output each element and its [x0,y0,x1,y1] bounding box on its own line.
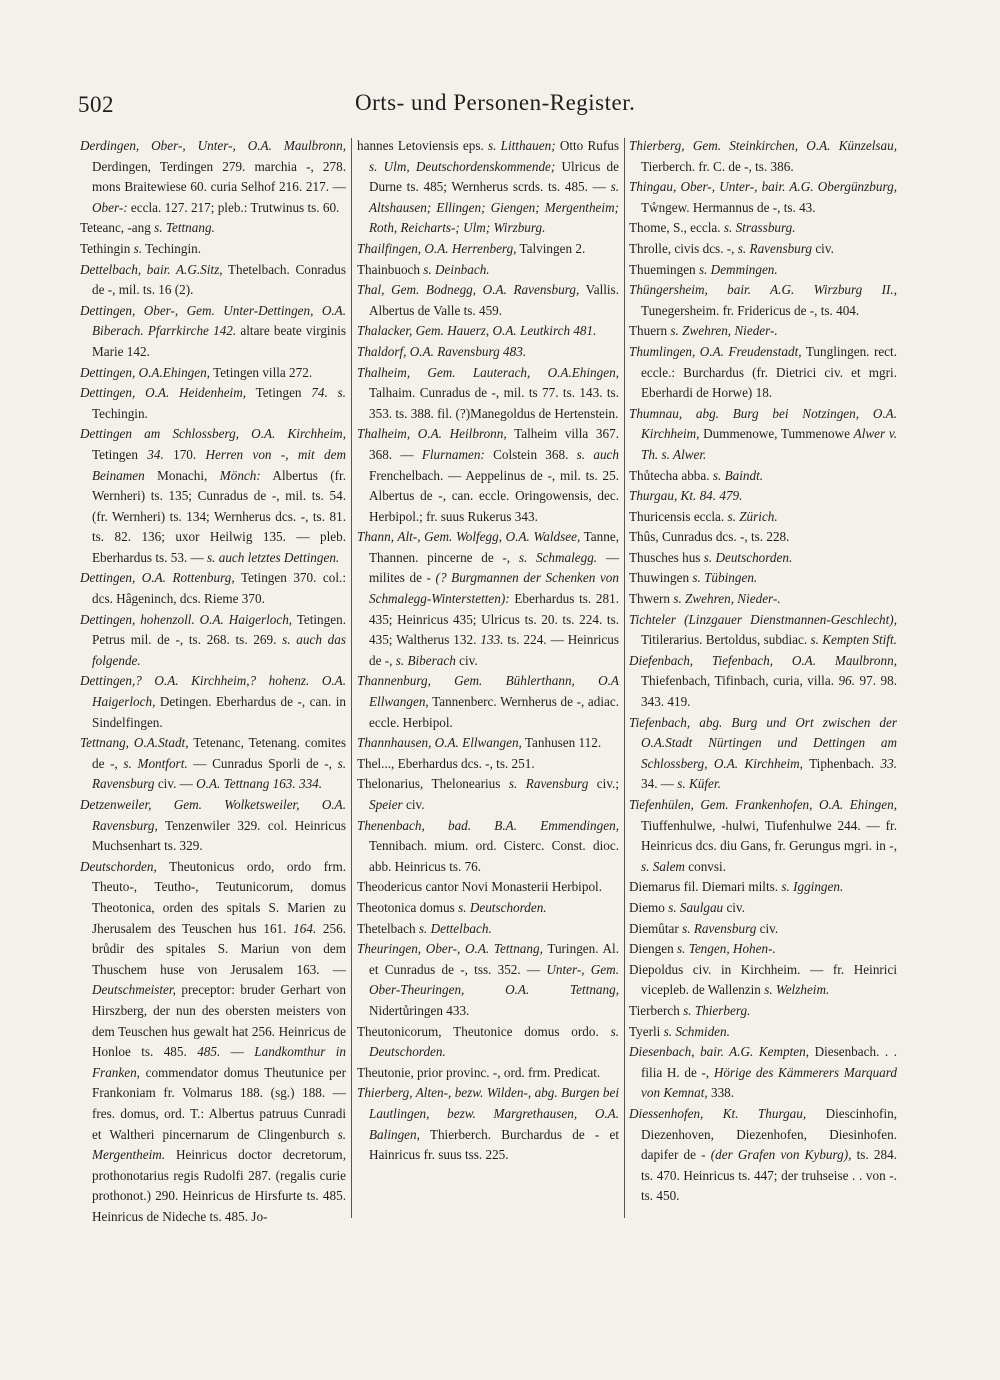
register-entry [357,939,619,1021]
entry-text: Dettingen,? O.A. Kirchheim,? hohenz. O.A. Haigerloch, [80,673,346,710]
entry-text: 338. [707,1085,735,1101]
register-entry [629,1104,897,1207]
entry-text: Tierberch. fr. C. de -, ts. 386. [641,158,794,174]
entry-text: Otto Rufus [555,138,620,153]
register-entry [629,280,897,321]
entry-text: Tyerli [629,1023,664,1039]
entry-text: s. Schmiden. [663,1023,730,1039]
entry-text: Ulricus de Durne ts. 485; Wernherus scrds. ts. 485. — [369,158,619,195]
entry-text: Diessenhofen, Kt. Thurgau, [629,1105,807,1121]
entry-text: Colstein 368. [484,446,577,462]
entry-text: Unter-, Gem. Ober-Theuringen, O.A. Tettnang, [369,961,619,998]
entry-text: Tanne, Thannen. pincerne de -, [369,529,619,565]
entry-text: civ. — [154,776,197,792]
entry-text: s. Zürich. [727,508,778,524]
entry-text: Thailfingen, O.A. Herrenberg, [357,240,517,256]
entry-text: Eberhardus ts. 281. 435; Heinricus 435; Ulricus ts. 20. ts. 224. ts. 435; Waltherus 132. [369,591,619,648]
entry-text: 485. [197,1044,221,1060]
register-entry [80,260,346,301]
entry-text: Dettingen am Schlossberg, O.A. Kirchheim, [80,426,346,442]
register-entry [80,363,346,384]
entry-text: 97. 98. 343. 419. [641,673,897,710]
register-entry [357,774,619,815]
entry-text: Derdingen, Terdingen 279. marchia -, 278. mons Braitewiese 60. curia Selhof 216. 217. — [92,158,346,195]
register-entry [629,527,897,548]
entry-text: Thome, S., eccla. [629,220,724,236]
entry-text: Thierberg, Gem. Steinkirchen, O.A. Künzelsau, [629,138,897,153]
register-column-3 [629,136,897,1207]
register-entry [80,136,346,218]
entry-text: 34. — [641,776,678,792]
register-column-1 [80,136,346,1227]
entry-text: Diemûtar [629,920,683,936]
register-entry [629,919,897,940]
register-entry [629,177,897,218]
entry-text: Monachi, [144,467,220,483]
entry-text: Derdingen, Ober-, Unter-, O.A. Maulbronn, [80,138,346,153]
entry-text: Dettingen, hohenzoll. O.A. Haigerloch, [80,611,293,627]
register-entry [357,816,619,878]
entry-text: Albertus (fr. Wernheri) ts. 135; Cunradus de -, mil. ts. 54. (fr. Wernheri) ts. 134; Wernherus dcs. -, ts. 81. ts. 82. 136; uxor Heilwig 135. — pleb. Eberhardus ts. 53. — [92,467,346,565]
entry-text: s. Litthauen; [487,138,556,153]
register-entry [629,260,897,281]
register-entry [357,342,619,363]
entry-text: Theotonica domus [357,899,459,915]
entry-text: Heinricus doctor decretorum, prothonotarius regis Rudolfi 287. (regalis curie prothonot.) 290. Heinricus de Hirsfurte ts. 485. Heinricus de Nideche ts. 485. Jo- [92,1147,346,1224]
entry-text: Dettingen, O.A. Rottenburg, [80,570,235,586]
entry-text: Detzenweiler, Gem. Wolketsweiler, O.A. Ravensburg, [80,797,346,833]
entry-text: s. Ulm, Deutschordenskommende; [369,158,556,174]
entry-text: 170. [163,446,206,462]
entry-text: Tetenanc, Tetenang. comites de -, [92,735,346,771]
register-entry [80,795,346,857]
entry-text: (der Grafen von Kyburg), [710,1147,852,1163]
entry-text: 34. [147,446,164,462]
entry-text: s. auch das folgende. [92,632,346,668]
register-entry [357,260,619,281]
entry-text: eccla. 127. 217; pleb.: Trutwinus ts. 60. [127,199,340,215]
entry-text: Teteanc, -ang [80,220,155,236]
entry-text: s. Biberach [395,652,456,668]
entry-text: Speier [369,797,403,812]
entry-text: s. Tettnang. [154,220,215,236]
entry-text: civ. [455,652,478,668]
entry-text: Talheim villa 367. 368. — [369,426,619,462]
entry-text: Nidertůringen 433. [369,1002,470,1018]
entry-text: Diemarus fil. Diemari milts. [629,879,782,895]
entry-text: Thenenbach, bad. B.A. Emmendingen, [357,817,619,833]
entry-text: Techingin. [142,240,201,256]
entry-text: s. Ravensburg [92,755,346,792]
entry-text: Thetelbach [357,920,419,936]
entry-text: s. auch letztes Dettingen. [207,549,340,565]
entry-text: altare beate virginis Marie 142. [92,323,346,359]
entry-text: Thaldorf, O.A. Ravensburg 483. [357,343,527,359]
register-entry [629,960,897,1001]
register-entry [357,1022,619,1063]
entry-text: Dettingen, O.A. Heidenheim, [80,385,247,401]
entry-text: (? Burgmannen der Schenken von Schmalegg-Winterstetten): [369,570,619,607]
entry-text: s. Thierberg. [683,1002,751,1018]
entry-text: civ.; [588,776,620,792]
entry-text: — [220,1044,255,1060]
entry-text: Frenchelbach. — Aeppelinus de -, mil. ts. 25. Albertus de -, can. eccle. Oringowensis, dec. Herbipol.; fr. suus Rukerus 343. [369,467,619,524]
register-entry [80,610,346,672]
entry-text: Thiefenbach, Tifinbach, curia, villa. [641,673,839,689]
entry-text: Thuemingen [629,261,699,277]
entry-text: s. Ravensburg [737,240,813,256]
entry-text: s. Baindt. [712,467,764,483]
entry-text: Thurgau, Kt. 84. 479. [629,488,743,504]
entry-text: Hörige des Kämmerers Marquard von Kemnat, [641,1064,897,1101]
entry-text: s. Altshausen; Ellingen; Giengen; Mergentheim; Roth, Reicharts-; Ulm; Wirzburg. [369,179,619,236]
entry-text: s. Tübingen. [692,570,758,586]
register-entry [629,466,897,487]
entry-text: Tichteler (Linzgauer Dienstmannen-Geschlecht), [629,611,897,627]
register-entry [357,136,619,239]
entry-text: Mönch: [219,467,261,483]
entry-text: Diesenbach, bair. A.G. Kempten, [629,1044,810,1060]
entry-text: Talhaim. Cunradus de -, mil. ts 77. ts. 143. ts. 353. ts. 388. fil. (?)Manegoldus de Hertenstein. [369,385,619,421]
entry-text: s. Saulgau [668,899,724,915]
entry-text: s. Deutschorden. [703,549,793,565]
register-entry [629,321,897,342]
entry-text: Thumlingen, O.A. Freudenstadt, [629,343,802,359]
register-entry [357,1083,619,1165]
entry-text: Tiuffenhulwe, -hulwi, Tiufenhulwe 244. — fr. Heinricus dcs. diu Gans, fr. Gerungus mgri. in -, [641,817,897,854]
entry-text: s. Deutschorden. [369,1023,619,1060]
register-entry [357,1063,619,1084]
entry-text: Tiefenhülen, Gem. Frankenhofen, O.A. Ehingen, [629,797,897,812]
register-entry [629,713,897,795]
entry-text: s. Schmalegg. [518,549,598,565]
entry-text: Ober-: [92,199,128,215]
entry-text: 164. [293,920,317,936]
entry-text: Tetingen 370. col.: dcs. Hâgeninch, dcs. Rieme 370. [92,570,346,607]
entry-text: ts. 224. — Heinricus de -, [369,632,620,668]
register-entry [629,898,897,919]
entry-text: s. Kempten Stift. [810,632,897,648]
entry-text: Thalacker, Gem. Hauerz, O.A. Leutkirch 481. [357,323,597,339]
register-entry [629,795,897,877]
register-entry [80,383,346,424]
register-entry [80,857,346,1228]
entry-text: commendator domus Theutunice per Frankoniam fr. Volmarus 188. (sg.) 188. — fres. domus, ord. T.: Albertus patruus Cunradi et Waltheri pincernarum de Clingenburch [92,1064,346,1142]
entry-text: Titilerarius. Bertoldus, subdiac. [641,632,811,648]
column-rule [351,138,352,1218]
entry-text: Tiefenbach, abg. Burg und Ort zwischen der O.A.Stadt Nürtingen und Dettingen am Schlossberg, O.A. Kirchheim, [629,714,897,771]
entry-text: s. Deinbach. [423,261,490,277]
register-entry [629,1042,897,1104]
entry-text: Thuwingen [629,570,693,586]
register-entry [357,877,619,898]
entry-text: Vallis. Albertus de Valle ts. 459. [369,282,619,318]
entry-text: — milites de - [369,549,620,586]
entry-text: Techingin. [92,405,148,421]
entry-text: s. Salem [641,858,685,874]
entry-text: Tanhusen 112. [521,735,602,751]
entry-text: Thierberch. Burchardus de - et Hainricus fr. suus tss. 225. [369,1126,619,1163]
entry-text: convsi. [684,858,726,874]
entry-text: — Cunradus Sporli de -, [187,755,338,771]
register-entry [357,280,619,321]
entry-text: s. auch [576,446,619,462]
entry-text: civ. [756,920,779,936]
entry-text: s. Zwehren, Nieder-. [673,591,781,607]
entry-text: Tetingen [246,385,312,401]
entry-text: 133. [480,632,504,648]
register-column-2 [357,136,619,1166]
column-rule [624,138,625,1218]
entry-text: s. Küfer. [677,776,721,792]
entry-text: Tetingen [92,446,148,462]
register-entry [357,363,619,425]
entry-text: Thalheim, O.A. Heilbronn, [357,426,507,442]
register-entry [629,548,897,569]
entry-text: Diesenbach. . . filia H. de -, [641,1044,898,1080]
register-entry [80,239,346,260]
entry-text: Dummenowe, Tummenowe [699,426,854,442]
entry-text: s. Ravensburg [682,920,757,936]
entry-text: s. Tengen, Hohen-. [676,941,776,957]
register-entry [80,424,346,568]
entry-text: Herren von -, mit dem Beinamen [92,446,347,483]
entry-text: 96. [838,673,855,689]
entry-text: s. Montfort. [123,755,188,771]
entry-text: Thuricensis eccla. [629,508,728,524]
register-entry [357,527,619,671]
register-entry [629,877,897,898]
entry-text: Diefenbach, Tiefenbach, O.A. Maulbronn, [629,652,897,668]
entry-text: Thetelbach. Conradus de -, mil. ts. 16 (2). [92,261,346,298]
entry-text: Detingen. Eberhardus de -, can. in Sindelfingen. [92,694,346,730]
entry-text: Dettelbach, bair. A.G.Sitz, [80,261,223,277]
entry-text: Turingen. Al. et Cunradus de -, tss. 352. — [369,941,619,977]
entry-text: Tetingen villa 272. [210,364,313,380]
entry-text: Theodericus cantor Novi Monasterii Herbipol. [357,879,602,895]
entry-text: s. Dettelbach. [418,920,492,936]
register-entry [629,1022,897,1043]
entry-text: O.A. Tettnang 163. 334. [196,776,323,792]
entry-text: Talvingen 2. [516,240,586,256]
entry-text: 33. [880,755,897,771]
entry-text: Thann, Alt-, Gem. Wolfegg, O.A. Waldsee, [357,529,581,545]
entry-text: s. Zwehren, Nieder-. [670,323,778,339]
register-entry [629,589,897,610]
register-entry [629,507,897,528]
entry-text: Tettnang, O.A.Stadt, [80,735,189,751]
register-entry [629,342,897,404]
entry-text: s. Iggingen. [781,879,844,895]
entry-text: Thainbuoch [357,261,424,277]
entry-text: s. [133,240,143,256]
register-entry [629,404,897,466]
entry-text: Thel..., Eberhardus dcs. -, ts. 251. [357,755,535,771]
entry-text: civ. [723,899,746,915]
entry-text: Deutschmeister, [92,982,176,998]
entry-text: s. Mergentheim. [92,1126,346,1163]
register-entry [80,733,346,795]
entry-text: Diescinhofin, Diezenhoven, Diezenhofen, Diesinhofen. dapifer de - [641,1105,897,1163]
entry-text: Landkomthur in Franken, [92,1044,347,1080]
register-entry [80,671,346,733]
entry-text: s. Deutschorden. [458,899,547,915]
entry-text: Throlle, civis dcs. -, [629,240,738,256]
entry-text: s. Demmingen. [698,261,778,277]
register-entry [80,218,346,239]
register-entry [357,424,619,527]
register-entry [629,486,897,507]
entry-text: Thwern [629,591,674,607]
entry-text: Theutonicus ordo, ordo frm. Theuto-, Teutho-, Teutunicorum, domus Theotonica, orden des spitals S. Marien zu Jherusalem des Teuschen hus 161. [92,858,346,936]
entry-text: s. Welzheim. [764,982,830,998]
entry-text: Thüngersheim, bair. A.G. Wirzburg II., [629,282,897,298]
entry-text: Diemo [629,899,669,915]
entry-text: Deutschorden, [80,858,157,874]
entry-text: Tierberch [629,1002,684,1018]
entry-text: Thusches hus [629,549,704,565]
entry-text: s. Strassburg. [723,220,796,236]
entry-text: civ. [402,797,425,812]
entry-text: 74. s. [311,385,346,401]
entry-text: Tẘngew. Hermannus de -, ts. 43. [641,199,816,215]
entry-text: Tunglingen. rect. eccle.: Burchardus (fr. Dietrici civ. et mgri. Eberhardi de Horwe) 18. [641,343,897,401]
entry-text: Thal, Gem. Bodnegg, O.A. Ravensburg, [357,282,580,298]
register-entry [629,610,897,651]
register-entry [357,239,619,260]
register-entry [629,239,897,260]
entry-text: Thûs, Cunradus dcs. -, ts. 228. [629,529,790,545]
entry-text: preceptor: bruder Gerhart von Hirszberg, der nun des obersten meisters von dem Teuschen hus gewalt hat 256. Heinricus de Honloe ts. 485. [92,982,346,1060]
entry-text: Tannenberc. Wernherus de -, adiac. eccle. Herbipol. [369,694,619,730]
entry-text: Alwer v. Th. s. Alwer. [641,426,897,462]
register-entry [629,568,897,589]
entry-text: Thuern [629,323,671,339]
register-entry [357,671,619,733]
entry-text: Dettingen, O.A.Ehingen, [80,364,211,380]
register-entry [357,754,619,775]
register-entry [357,898,619,919]
register-entry [629,651,897,713]
entry-text: Diengen [629,941,677,957]
entry-text: Flurnamen: [421,446,485,462]
entry-text: Thůtecha abba. [629,467,713,483]
entry-text: Thannenburg, Gem. Bühlerthann, O.A Ellwangen, [357,673,619,710]
entry-text: Thingau, Ober-, Unter-, bair. A.G. Obergünzburg, [629,179,897,195]
entry-text: Thumnau, abg. Burg bei Notzingen, O.A. Kirchheim, [629,405,897,442]
entry-text: Tunegersheim. fr. Fridericus de -, ts. 404. [641,302,860,318]
entry-text: s. Ravensburg [508,776,589,792]
register-entry [629,1001,897,1022]
entry-text: Thierberg, Alten-, bezw. Wilden-, abg. Burgen bei Lautlingen, bezw. Margrethausen, O.A. Balingen, [357,1085,619,1142]
entry-text: 256. brůdir des spitales S. Mariun von dem Thuschem huse von Jerusalem 163. — [92,920,347,977]
entry-text: Theutonie, prior provinc. -, ord. frm. Predicat. [357,1064,601,1080]
register-entry [357,733,619,754]
register-entry [629,136,897,177]
entry-text: Tetingen. Petrus mil. de -, ts. 268. ts. 269. [92,611,346,648]
entry-text: ts. 284. ts. 470. Heinricus ts. 447; der truhseise . . von -. ts. 450. [641,1147,897,1204]
register-entry [357,919,619,940]
entry-text: civ. [812,240,834,256]
entry-text: Diepoldus civ. in Kirchheim. — fr. Heinrici vicepleb. de Wallenzin [629,961,897,998]
entry-text: Tethingin [80,240,134,256]
entry-text: Theutonicorum, Theutonice domus ordo. [357,1023,611,1039]
page-header-title: Orts- und Personen-Register. [355,90,636,115]
entry-text: hannes Letoviensis eps. [357,138,488,153]
entry-text: Thelonarius, Thelonearius [357,776,509,792]
register-entry [629,218,897,239]
register-entry [629,939,897,960]
register-entry [80,568,346,609]
page-number: 502 [78,92,114,117]
entry-text: Tennibach. mium. ord. Cisterc. Const. dioc. abb. Heinricus ts. 76. [369,838,619,874]
entry-text: Tenzenwiler 329. col. Heinricus Muchsenhart ts. 329. [92,817,346,854]
entry-text: Theuringen, Ober-, O.A. Tettnang, [357,941,543,957]
register-entry [80,301,346,363]
register-entry [357,321,619,342]
entry-text: Dettingen, Ober-, Gem. Unter-Dettingen, O.A. Biberach. Pfarrkirche 142. [80,302,346,339]
entry-text: Thalheim, Gem. Lauterach, O.A.Ehingen, [357,364,619,380]
entry-text: Thannhausen, O.A. Ellwangen, [357,735,522,751]
entry-text: Tiphenbach. [802,755,881,771]
